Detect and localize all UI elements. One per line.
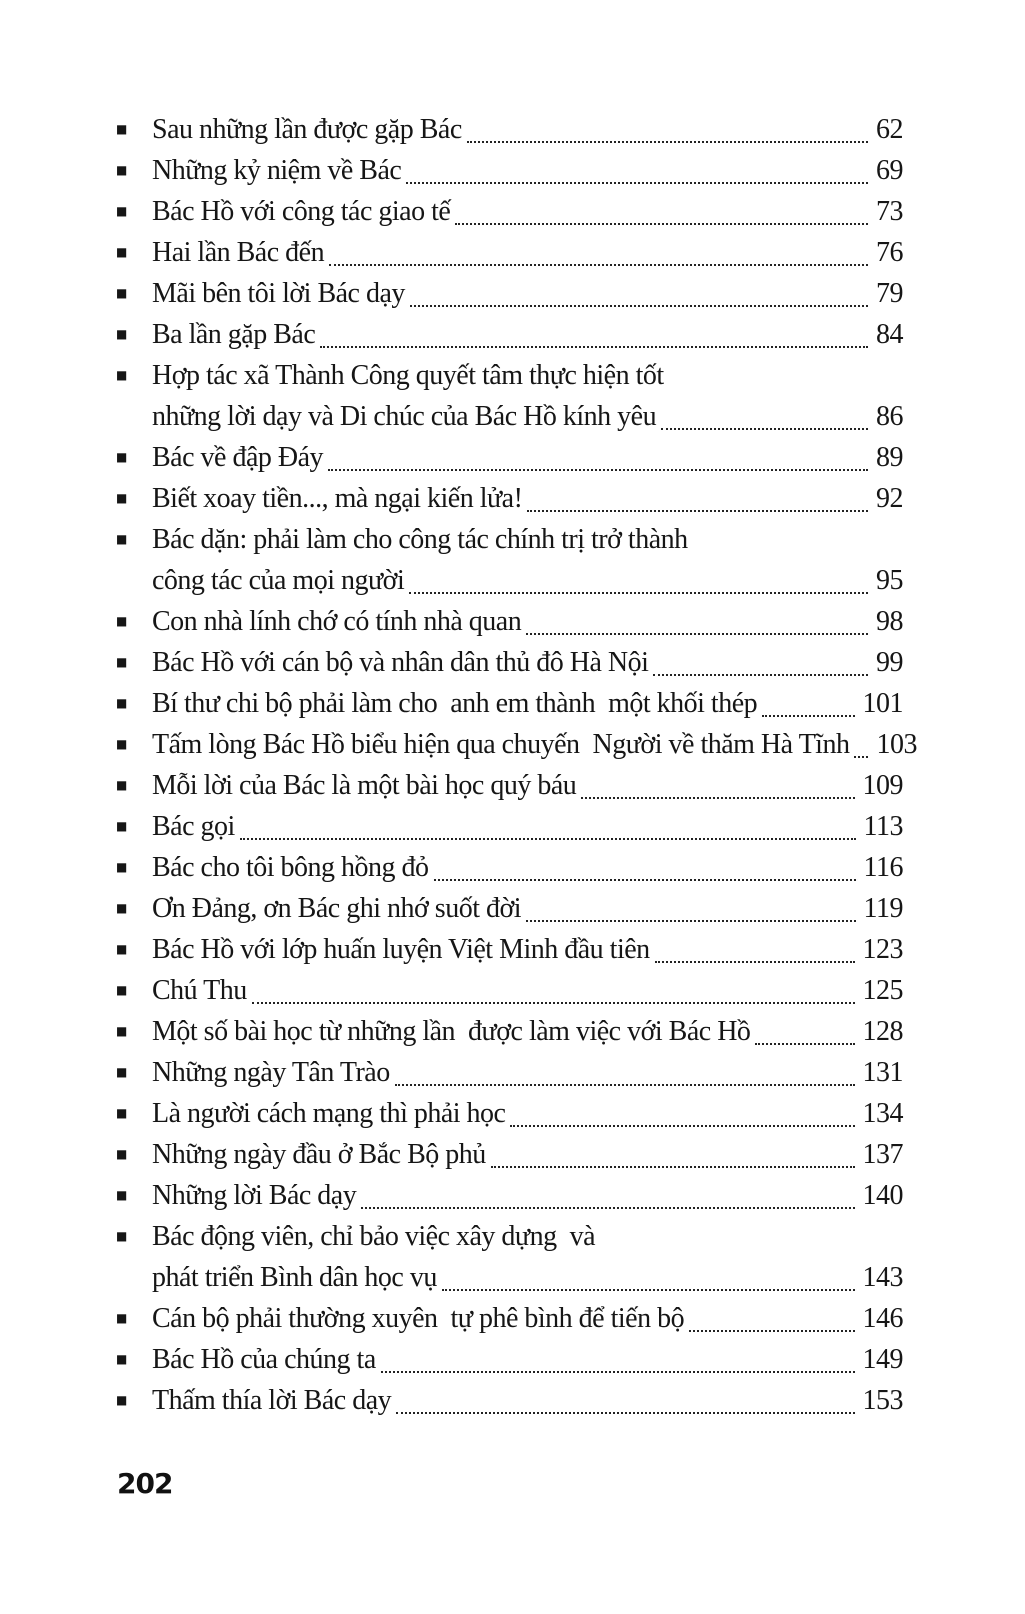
entry-page-number: 128: [862, 1016, 903, 1047]
toc-entry-line: [112, 273, 903, 314]
bullet-icon: ■: [116, 1065, 127, 1079]
entry-title: Là người cách mạng thì phải học: [152, 1098, 506, 1129]
bullet-icon: ■: [116, 245, 127, 259]
toc-entry-line: [112, 191, 903, 232]
dot-leader: [455, 223, 868, 225]
entry-page-number: 143: [862, 1262, 903, 1293]
toc-entry[interactable]: [112, 232, 903, 273]
toc-entry[interactable]: [112, 601, 903, 642]
bullet-icon: ■: [116, 614, 127, 628]
toc-entry-line: [112, 1052, 903, 1093]
entry-page-number: 62: [876, 114, 903, 145]
toc-entry-line: [112, 1257, 903, 1298]
entry-title: Bí thư chi bộ phải làm cho anh em thành một khối thép: [152, 688, 758, 719]
entry-title: Biết xoay tiền..., mà ngại kiến lửa!: [152, 483, 523, 514]
bullet-icon: ■: [116, 204, 127, 218]
dot-leader: [442, 1289, 855, 1291]
dot-leader: [689, 1330, 854, 1332]
entry-title: Cán bộ phải thường xuyên tự phê bình để tiến bộ: [152, 1303, 685, 1334]
entry-page-number: 69: [876, 155, 903, 186]
entry-page-number: 137: [862, 1139, 903, 1170]
entry-title: Hai lần Bác đến: [152, 237, 325, 268]
toc-entry[interactable]: [112, 191, 903, 232]
toc-entry-line: [112, 847, 903, 888]
toc-entry-line: [112, 109, 903, 150]
dot-leader: [381, 1371, 855, 1373]
toc-entry-line: [112, 314, 903, 355]
toc-entry-line: [112, 1134, 903, 1175]
entry-page-number: 76: [876, 237, 903, 268]
entry-title: Bác Hồ với lớp huấn luyện Việt Minh đầu tiên: [152, 934, 650, 965]
entry-page-number: 113: [863, 811, 903, 842]
dot-leader: [526, 920, 855, 922]
dot-leader: [467, 141, 868, 143]
dot-leader: [396, 1412, 854, 1414]
entry-page-number: 116: [863, 852, 903, 883]
toc-entry[interactable]: [112, 724, 917, 765]
dot-leader: [653, 674, 868, 676]
toc-entry-line: [112, 1093, 903, 1134]
toc-entry-line: [112, 601, 903, 642]
toc-entry-line: [112, 232, 903, 273]
bullet-icon: ■: [116, 819, 127, 833]
toc-entry-line: [112, 929, 903, 970]
dot-leader: [755, 1043, 854, 1045]
entry-title: Hợp tác xã Thành Công quyết tâm thực hiện tốt: [152, 360, 664, 391]
dot-leader: [395, 1084, 855, 1086]
toc-entry[interactable]: [112, 1298, 903, 1339]
toc-entry-line: [112, 642, 903, 683]
entry-page-number: 84: [876, 319, 903, 350]
toc-entry-line: [112, 970, 903, 1011]
toc-entry-line: [112, 888, 903, 929]
bullet-icon: ■: [116, 1188, 127, 1202]
toc-entry-line: [112, 437, 903, 478]
entry-page-number: 98: [876, 606, 903, 637]
entry-page-number: 92: [876, 483, 903, 514]
entry-page-number: 99: [876, 647, 903, 678]
toc-entry-line: [112, 1298, 903, 1339]
toc-entry[interactable]: [112, 314, 903, 355]
bullet-icon: ■: [116, 901, 127, 915]
toc-entry-line: [112, 1216, 903, 1257]
toc-entry[interactable]: [112, 1011, 903, 1052]
dot-leader: [410, 305, 868, 307]
toc-entry[interactable]: [112, 1380, 903, 1421]
dot-leader: [240, 838, 856, 840]
dot-leader: [409, 592, 868, 594]
entry-page-number: 125: [862, 975, 903, 1006]
entry-title: phát triển Bình dân học vụ: [152, 1262, 437, 1293]
bullet-icon: ■: [116, 1024, 127, 1038]
entry-title: Bác Hồ với cán bộ và nhân dân thủ đô Hà Nội: [152, 647, 649, 678]
bullet-icon: ■: [116, 778, 127, 792]
entry-title: Bác Hồ với công tác giao tế: [152, 196, 451, 227]
entry-page-number: 146: [862, 1303, 903, 1334]
bullet-icon: ■: [116, 1311, 127, 1325]
entry-title: những lời dạy và Di chúc của Bác Hồ kính yêu: [152, 401, 657, 432]
entry-title: Những ngày đầu ở Bắc Bộ phủ: [152, 1139, 486, 1170]
entry-title: Chú Thu: [152, 975, 247, 1006]
entry-page-number: 101: [862, 688, 903, 719]
dot-leader: [510, 1125, 854, 1127]
entry-title: Sau những lần được gặp Bác: [152, 114, 462, 145]
dot-leader: [655, 961, 855, 963]
toc-entry[interactable]: [112, 1339, 903, 1380]
bullet-icon: ■: [116, 983, 127, 997]
entry-page-number: 140: [862, 1180, 903, 1211]
dot-leader: [762, 715, 854, 717]
entry-page-number: 149: [862, 1344, 903, 1375]
dot-leader: [661, 428, 868, 430]
entry-title: Những ngày Tân Trào: [152, 1057, 390, 1088]
footer: [112, 1467, 903, 1500]
entry-page-number: 103: [876, 729, 917, 760]
entry-page-number: 86: [876, 401, 903, 432]
toc-entry[interactable]: [112, 273, 903, 314]
entry-page-number: 95: [876, 565, 903, 596]
entry-title: Bác về đập Đáy: [152, 442, 324, 473]
entry-title: Ba lần gặp Bác: [152, 319, 316, 350]
bullet-icon: ■: [116, 696, 127, 710]
entry-title: Những kỷ niệm về Bác: [152, 155, 402, 186]
entry-title: Ơn Đảng, ơn Bác ghi nhớ suốt đời: [152, 893, 522, 924]
toc-entry-line: [112, 1011, 903, 1052]
bullet-icon: ■: [116, 163, 127, 177]
dot-leader: [329, 264, 868, 266]
entry-page-number: 123: [862, 934, 903, 965]
toc-entry-line: [112, 519, 903, 560]
toc-entry[interactable]: [112, 806, 903, 847]
dot-leader: [361, 1207, 854, 1209]
bullet-icon: ■: [116, 1352, 127, 1366]
entry-title: Bác Hồ của chúng ta: [152, 1344, 376, 1375]
dot-leader: [854, 756, 868, 758]
toc-entry[interactable]: [112, 642, 903, 683]
entry-page-number: 73: [876, 196, 903, 227]
entry-title: Bác cho tôi bông hồng đỏ: [152, 852, 429, 883]
dot-leader: [527, 510, 868, 512]
entry-title: Những lời Bác dạy: [152, 1180, 357, 1211]
dot-leader: [581, 797, 854, 799]
toc-entry-line: [112, 560, 903, 601]
entry-title: Bác động viên, chỉ bảo việc xây dựng và: [152, 1221, 596, 1252]
toc-entry[interactable]: [112, 109, 903, 150]
bullet-icon: ■: [116, 1147, 127, 1161]
entry-page-number: 131: [862, 1057, 903, 1088]
entry-title: Bác gọi: [152, 811, 235, 842]
bullet-icon: ■: [116, 942, 127, 956]
entry-page-number: 109: [862, 770, 903, 801]
folio-page-number: 202: [117, 1467, 173, 1500]
toc-entry-line: [112, 724, 917, 765]
toc-entry-line: [112, 355, 903, 396]
entry-title: Bác dặn: phải làm cho công tác chính trị trở thành: [152, 524, 688, 555]
bullet-icon: ■: [116, 1393, 127, 1407]
toc-entry[interactable]: [112, 765, 903, 806]
entry-title: Mãi bên tôi lời Bác dạy: [152, 278, 405, 309]
entry-page-number: 153: [862, 1385, 903, 1416]
bullet-icon: ■: [116, 532, 127, 546]
toc-entry-line: [112, 1175, 903, 1216]
bullet-icon: ■: [116, 327, 127, 341]
bullet-icon: ■: [116, 368, 127, 382]
toc-entry[interactable]: [112, 519, 903, 601]
toc-entry[interactable]: [112, 437, 903, 478]
toc-entry[interactable]: [112, 1175, 903, 1216]
bullet-icon: ■: [116, 122, 127, 136]
bullet-icon: ■: [116, 491, 127, 505]
entry-page-number: 89: [876, 442, 903, 473]
entry-title: Thấm thía lời Bác dạy: [152, 1385, 392, 1416]
toc-entry[interactable]: [112, 355, 903, 437]
toc-entry-line: [112, 683, 903, 724]
dot-leader: [406, 182, 868, 184]
entry-title: Tấm lòng Bác Hồ biểu hiện qua chuyến Người về thăm Hà Tĩnh: [152, 729, 850, 760]
toc-entry-line: [112, 765, 903, 806]
toc-entry[interactable]: [112, 683, 903, 724]
toc-entry[interactable]: [112, 1052, 903, 1093]
bullet-icon: ■: [116, 286, 127, 300]
toc-entry-line: [112, 150, 903, 191]
toc-list: [112, 109, 917, 1421]
entry-title: Mỗi lời của Bác là một bài học quý báu: [152, 770, 577, 801]
toc-entry[interactable]: [112, 150, 903, 191]
dot-leader: [434, 879, 856, 881]
dot-leader: [526, 633, 868, 635]
dot-leader: [320, 346, 868, 348]
toc-entry[interactable]: [112, 929, 903, 970]
bullet-icon: ■: [116, 860, 127, 874]
toc-entry[interactable]: [112, 888, 903, 929]
dot-leader: [491, 1166, 855, 1168]
toc-entry[interactable]: [112, 1216, 903, 1298]
entry-page-number: 79: [876, 278, 903, 309]
toc-entry[interactable]: [112, 478, 903, 519]
dot-leader: [328, 469, 868, 471]
entry-title: Con nhà lính chớ có tính nhà quan: [152, 606, 522, 637]
bullet-icon: ■: [116, 737, 127, 751]
toc-entry[interactable]: [112, 970, 903, 1011]
bullet-icon: ■: [116, 1106, 127, 1120]
toc-entry-line: [112, 806, 903, 847]
toc-entry-line: [112, 1380, 903, 1421]
entry-title: Một số bài học từ những lần được làm việc với Bác Hồ: [152, 1016, 751, 1047]
toc-entry[interactable]: [112, 1134, 903, 1175]
bullet-icon: ■: [116, 450, 127, 464]
toc-entry-line: [112, 1339, 903, 1380]
dot-leader: [252, 1002, 855, 1004]
toc-entry-line: [112, 478, 903, 519]
entry-title: công tác của mọi người: [152, 565, 405, 596]
bullet-icon: ■: [116, 1229, 127, 1243]
toc-entry-line: [112, 396, 903, 437]
toc-entry[interactable]: [112, 1093, 903, 1134]
toc-entry[interactable]: [112, 847, 903, 888]
entry-page-number: 119: [863, 893, 903, 924]
bullet-icon: ■: [116, 655, 127, 669]
entry-page-number: 134: [862, 1098, 903, 1129]
